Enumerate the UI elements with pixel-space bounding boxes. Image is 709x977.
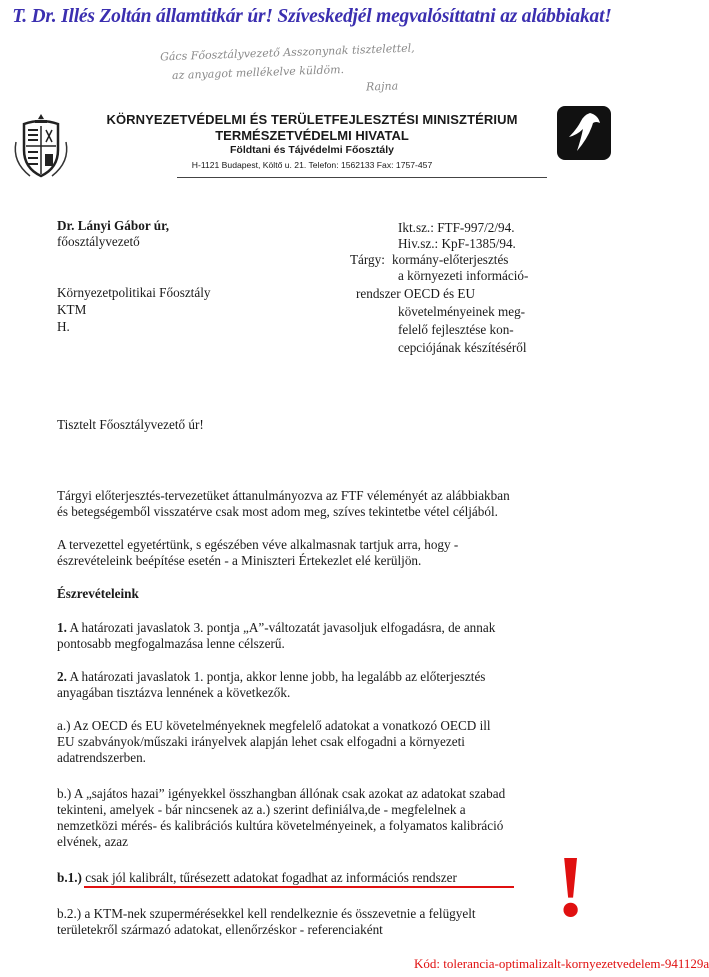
sender-name: Dr. Lányi Gábor úr,	[57, 218, 170, 233]
list-item-text: A határozati javaslatok 3. pontja „A”-változatát javasoljuk elfogadásra, de annak	[66, 620, 496, 635]
body-text-line: anyagában tisztázva lennének a következők.	[57, 685, 291, 700]
body-text-line: b.) A „sajátos hazai” igényekkel összhangban állónak csak azokat az adatokat szabad	[57, 786, 506, 801]
body-text-line: adatrendszerben.	[57, 750, 146, 765]
handwritten-note-line1: Gács Főosztályvezető Asszonynak tisztelettel,	[159, 41, 415, 64]
body-text-line: b.2.) a KTM-nek szupermérésekkel kell rendelkeznie és összevetnie a felügyelt	[57, 906, 476, 921]
reference-ikt: Ikt.sz.: FTF-997/2/94.	[398, 220, 515, 235]
body-text-line: Tárgyi előterjesztés-tervezetüket áttanulmányozva az FTF véleményét az alábbiakban	[57, 488, 510, 503]
recipient-line3: H.	[57, 319, 70, 334]
list-item-1-line1	[57, 620, 495, 637]
subject-line: cepciójának készítéséről	[398, 340, 527, 355]
handwritten-note-line2: az anyagot mellékelve küldöm.	[171, 63, 345, 82]
body-text-line: és betegségemből visszatérve csak most adom meg, szíves tekintetbe vétel céljából.	[57, 504, 498, 519]
subject-line: követelményeinek meg-	[398, 304, 526, 319]
handwritten-signature: Rajna	[365, 79, 399, 94]
ministry-name: KÖRNYEZETVÉDELMI ÉS TERÜLETFEJLESZTÉSI MINISZTÉRIUM	[106, 112, 518, 127]
body-text-line: észrevételeink beépítése esetén - a Miniszteri Értekezlet elé kerüljön.	[57, 553, 422, 568]
list-item-2-line1	[57, 669, 485, 686]
department-name: Földtani és Tájvédelmi Főosztály	[230, 144, 394, 156]
document-code: Kód: tolerancia-optimalizalt-kornyezetvedelem-941129a	[414, 956, 709, 971]
body-text-line: pontosabb megfogalmazása lenne célszerű.	[57, 636, 285, 651]
body-text-line: tekinteni, amelyek - bár nincsenek az a.) szerint definiálva,de - megfelelnek a	[57, 802, 466, 817]
sender-title: főosztályvezető	[57, 234, 140, 249]
subject-label: Tárgy:	[350, 252, 385, 267]
list-item-number: 2.	[57, 669, 67, 684]
exclamation-mark: !	[556, 839, 586, 936]
letterhead-divider	[177, 177, 547, 178]
highlighted-text: csak jól kalibrált, tűrésezett adatokat fogadhat az információs rendszer	[81, 870, 457, 885]
section-heading: Észrevételeink	[57, 586, 139, 601]
list-item-text: A határozati javaslatok 1. pontja, akkor lenne jobb, ha legalább az előterjesztés	[66, 669, 486, 684]
list-item-number: 1.	[57, 620, 67, 635]
subject-line: rendszer OECD és EU	[356, 286, 476, 301]
recipient-line1: Környezetpolitikai Főosztály	[57, 285, 211, 300]
reference-hiv: Hiv.sz.: KpF-1385/94.	[398, 236, 516, 251]
subject-line: kormány-előterjesztés	[392, 252, 509, 267]
letterhead-address: H-1121 Budapest, Költő u. 21. Telefon: 1562133 Fax: 1757-457	[191, 160, 433, 170]
subject-line: a környezeti információ-	[398, 268, 529, 283]
list-item-number: b.1.)	[57, 870, 82, 885]
body-text-line: területekről származó adatokat, ellenőrzéskor - referenciaként	[57, 922, 383, 937]
office-name: TERMÉSZETVÉDELMI HIVATAL	[215, 128, 409, 143]
salutation: Tisztelt Főosztályvezető úr!	[57, 417, 204, 432]
subject-line: felelő fejlesztése kon-	[398, 322, 514, 337]
body-text-line: a.) Az OECD és EU követelményeknek megfelelő adatokat a vonatkozó OECD ill	[57, 718, 491, 733]
body-text-line: EU szabványok/műszaki irányelvek alapján lehet csak elfogadni a környezeti	[57, 734, 465, 749]
red-underline	[84, 886, 514, 888]
body-text-line: nemzetközi mérés- és kalibrációs kultúra követelményeinek, a folyamatos kalibráció	[57, 818, 504, 833]
body-text-line: elvének, azaz	[57, 834, 129, 849]
body-text-line: A tervezettel egyetértünk, s egészében véve alkalmasnak tartjuk arra, hogy -	[57, 537, 459, 552]
banner-title: T. Dr. Illés Zoltán államtitkár úr! Szíveskedjél megvalósíttatni az alábbiakat!	[12, 6, 612, 27]
recipient-line2: KTM	[57, 302, 87, 317]
bird-emblem-icon	[554, 103, 614, 163]
highlighted-requirement	[57, 870, 457, 887]
